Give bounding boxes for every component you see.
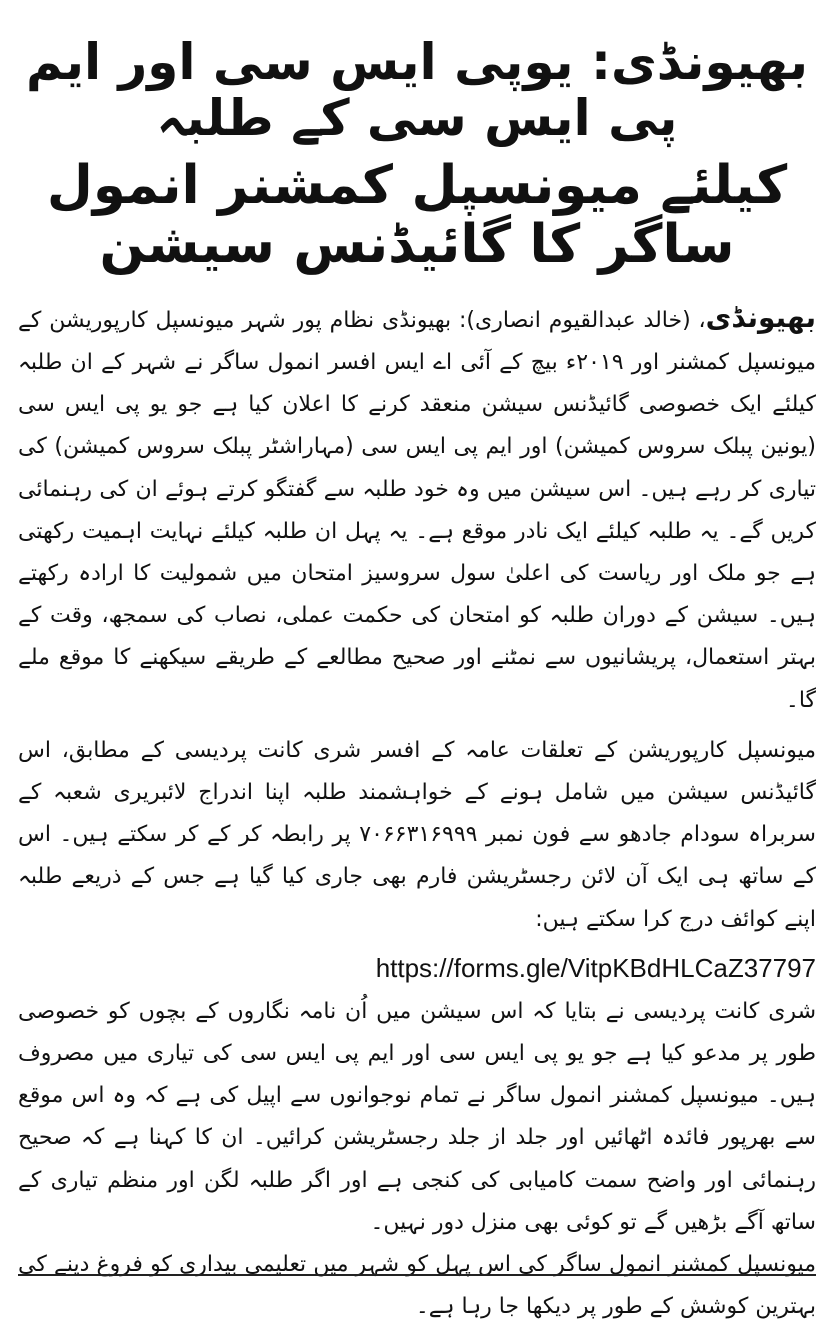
- headline-line-1: بھیونڈی: یوپی ایس سی اور ایم پی ایس سی کے طلبہ: [25, 33, 808, 147]
- bottom-divider: [18, 1274, 816, 1276]
- registration-link[interactable]: https://forms.gle/VitpKBdHLCaZ37797: [375, 952, 816, 983]
- headline: [18, 34, 816, 275]
- dateline: بھیونڈی: [705, 300, 816, 334]
- paragraph-4: میونسپل کمشنر انمول ساگر کی اس پہل کو شہر میں تعلیمی بیداری کو فروغ دینے کی بہترین کوشش کے طور پر دیکھا جا رہا ہے۔: [18, 1251, 816, 1320]
- headline-line-2: کیلئے میونسپل کمشنر انمول ساگر کا گائیڈنس سیشن: [46, 155, 788, 276]
- paragraph-2: میونسپل کارپوریشن کے تعلقات عامہ کے افسر شری کانت پردیسی کے مطابق، اس گائیڈنس سیشن میں شامل ہونے کے خواہشمند طلبہ اپنا اندراج لائبریری شعبہ کے سربراہ سودام جادھو سے فون نمبر ۷۰۶۶۳۱۶۹۹۹ پر رابطہ کر کے کر سکتے ہیں۔ اس کے ساتھ ہی ایک آن لائن رجسٹریشن فارم بھی جاری کیا گیا ہے جس کے ذریعے طلبہ اپنے کوائف درج کرا سکتے ہیں:: [18, 737, 816, 932]
- paragraph-1-text: ، (خالد عبدالقیوم انصاری): بھیونڈی نظام پور شہر میونسپل کارپوریشن کے میونسپل کمشنر اور ۲۰۱۹ء بیچ کے آئی اے ایس افسر انمول ساگر نے شہر کے ان طلبہ کیلئے ایک خصوصی گائیڈنس سیشن منعقد کرنے کا اعلان کیا ہے جو یو پی ایس سی (یونین پبلک سروس کمیشن) اور ایم پی ایس سی (مہاراشٹر پبلک سروس کمیشن) کی تیاری کر رہے ہیں۔ اس سیشن میں وہ خود طلبہ سے گفتگو کرتے ہوئے ان کی رہنمائی کریں گے۔ یہ طلبہ کیلئے ایک نادر موقع ہے۔ یہ پہل ان طلبہ کیلئے نہایت اہمیت رکھتی ہے جو ملک اور ریاست کی اعلیٰ سول سروسیز امتحان میں شمولیت کا ارادہ رکھتے ہیں۔ سیشن کے دوران طلبہ کو امتحان کی حکمت عملی، نصاب کی سمجھ، وقت کے بہتر استعمال، پریشانیوں سے نمٹنے اور صحیح مطالعے کے طریقے سیکھنے کا موقع ملے گا۔: [18, 307, 816, 713]
- article-body: [18, 297, 816, 1328]
- paragraph-1: [18, 297, 816, 722]
- paragraph-3: شری کانت پردیسی نے بتایا کہ اس سیشن میں اُن نامہ نگاروں کے بچوں کو خصوصی طور پر مدعو کیا ہے جو یو پی ایس سی اور ایم پی ایس سی کی تیاری میں مصروف ہیں۔ میونسپل کمشنر انمول ساگر نے تمام نوجوانوں سے اپیل کی ہے کہ وہ اس موقع سے بھرپور فائدہ اٹھائیں اور جلد از جلد رجسٹریشن کرائیں۔ ان کا کہنا ہے کہ صحیح رہنمائی اور واضح سمت کامیابی کی کنجی ہے اور اگر طلبہ لگن اور منظم تیاری کے ساتھ آگے بڑھیں گے تو کوئی بھی منزل دور نہیں۔: [18, 998, 816, 1235]
